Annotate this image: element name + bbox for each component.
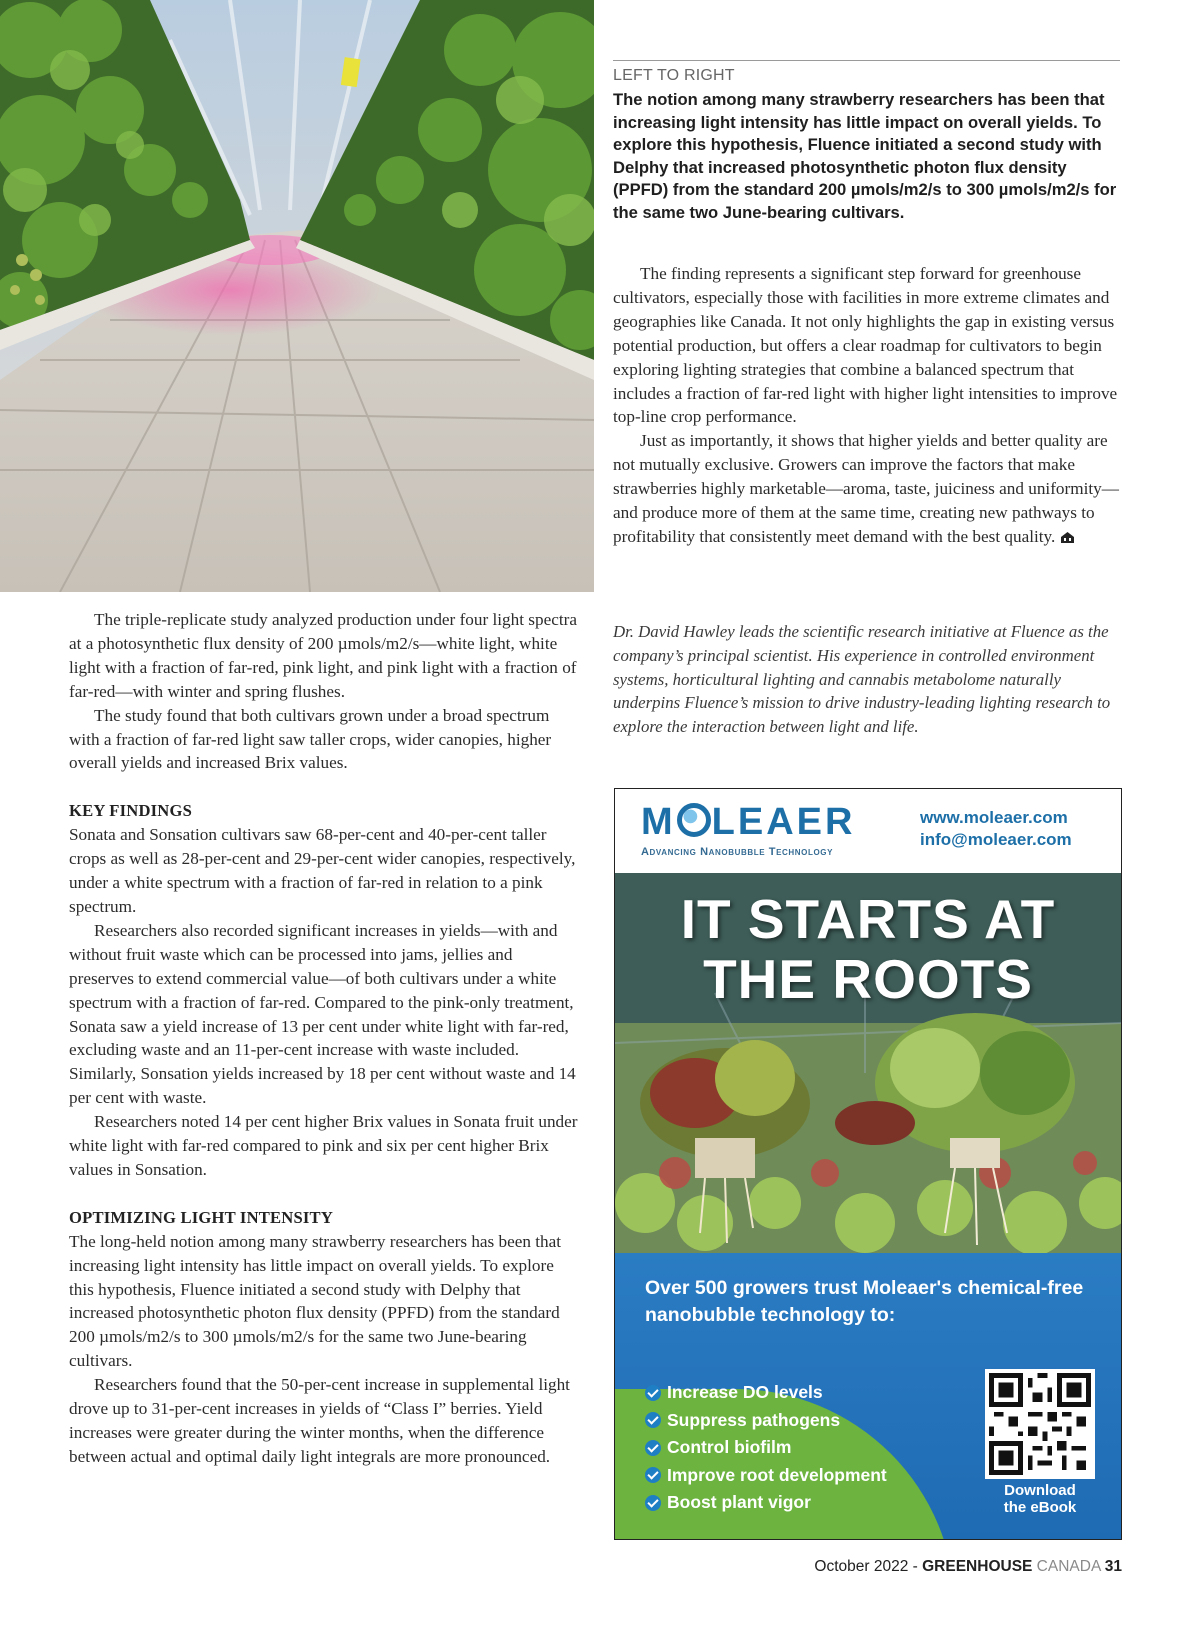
body-paragraph: Researchers also recorded significant increases in yields—with and without fruit waste which can be processed into jams, jellies and preserves to extend commercial value—of both cultivars under a white spectrum with a fraction of far-red. Compared to the pink-only treatment, Sonata saw a yield increase of 13 per cent under white light with far-red, excluding waste and an 11-per-cent increase with waste included. Similarly, Sonsation yields increased by 18 per cent without waste and 14 per cent with waste. <box>69 920 576 1108</box>
moleaer-logo: M LEAER <box>641 801 856 843</box>
body-paragraph: The finding represents a significant step forward for greenhouse cultivators, especially those with facilities in more extreme climates and geographies like Canada. It not only highlights the gap in existing versus potential production, but offers a clear roadmap for cultivators to begin exploring lighting strategies that combine a balanced spectrum that includes a fraction of far-red light with higher light intensities to improve top-line crop performance. <box>613 264 1118 427</box>
list-item: Boost plant vigor <box>645 1489 887 1517</box>
footer-magazine-light: CANADA <box>1032 1558 1101 1575</box>
body-paragraph-text: Just as importantly, it shows that higher yields and better quality are not mutually exclusive. Growers can improve the factors that make strawberries highly marketable—aroma, taste, juiciness and uniformity—and produce more of them at the same time, creating new pathways to profitability that consistently meet demand with the best quality. <box>613 431 1119 546</box>
ad-headline: IT STARTS AT THE ROOTS <box>680 888 1056 1010</box>
list-item: Increase DO levels <box>645 1379 887 1407</box>
body-paragraph: The study found that both cultivars grown under a broad spectrum with a fraction of far-red light saw taller crops, wider canopies, higher overall yields and increased Brix values. <box>69 705 552 773</box>
body-paragraph: The long-held notion among many strawberry researchers has been that increasing light intensity has little impact on overall yields. To explore this hypothesis, Fluence initiated a second study with Delphy that increased photosynthetic photon flux density (PPFD) from the standard 200 µmols/m2/s to 300 µmols/m2/s for the same two June-bearing cultivars. <box>69 1231 562 1371</box>
page-footer <box>814 1558 1122 1576</box>
ad-contact <box>920 807 1072 851</box>
author-bio: Dr. David Hawley leads the scientific research initiative at Fluence as the company’s principal scientist. His experience in controlled environment systems, horticultural lighting and cannabis metabolome naturally underpins Fluence’s mission to drive industry-leading lighting research to explore the interaction between light and life. <box>613 622 1111 737</box>
check-icon <box>645 1440 661 1456</box>
body-paragraph <box>613 429 1123 549</box>
greenhouse-end-icon <box>1061 532 1074 543</box>
check-icon <box>645 1412 661 1428</box>
page-number: 31 <box>1104 1558 1122 1575</box>
footer-magazine-bold: GREENHOUSE <box>922 1558 1033 1575</box>
list-item: Suppress pathogens <box>645 1407 887 1435</box>
left-column-body <box>69 608 579 1469</box>
check-icon <box>645 1385 661 1401</box>
caption-rule <box>613 60 1120 61</box>
check-icon <box>645 1495 661 1511</box>
qr-code-icon[interactable] <box>985 1369 1095 1479</box>
body-paragraph: The triple-replicate study analyzed production under four light spectra at a photosynthetic flux density of 200 µmols/m2/s—white light, white light with a fraction of far-red, pink light, and pink light with a fraction of far-red—with winter and spring flushes. <box>69 610 577 701</box>
right-column-body <box>613 262 1123 549</box>
caption-body: The notion among many strawberry researchers has been that increasing light intensity has little impact on overall yields. To explore this hypothesis, Fluence initiated a second study with Delphy that increased photosynthetic photon flux density (PPFD) from the standard 200 µmols/m2/s to 300 µmols/m2/s for the same two June-bearing cultivars. <box>613 90 1117 222</box>
greenhouse-strawberry-photo <box>0 0 594 592</box>
list-item: Improve root development <box>645 1462 887 1490</box>
body-paragraph: Sonata and Sonsation cultivars saw 68-per-cent and 40-per-cent taller crops as well as 28-per-cent and 29-per-cent wider canopies, respectively, under a white spectrum with a fraction of far-red in relation to a pink spectrum. <box>69 825 576 916</box>
caption-label: LEFT TO RIGHT <box>613 67 735 84</box>
moleaer-advertisement[interactable] <box>614 788 1122 1540</box>
ad-benefit-list <box>645 1379 887 1517</box>
ad-email-link[interactable]: info@moleaer.com <box>920 830 1072 849</box>
section-heading-key-findings: KEY FINDINGS <box>69 801 193 821</box>
ad-website-link[interactable]: www.moleaer.com <box>920 808 1068 827</box>
body-paragraph: Researchers found that the 50-per-cent increase in supplemental light drove up to 31-per-cent increases in yields of “Class I” berries. Yield increases were greater during the winter months, when the difference between actual and optimal daily light integrals are more pronounced. <box>69 1375 570 1466</box>
download-ebook-cta[interactable]: Download the eBook <box>1003 1482 1077 1516</box>
list-item: Control biofilm <box>645 1434 887 1462</box>
bubble-o-icon <box>677 803 711 837</box>
footer-issue: October 2022 - <box>814 1558 923 1575</box>
check-icon <box>645 1467 661 1483</box>
section-heading-light-intensity: OPTIMIZING LIGHT INTENSITY <box>69 1207 334 1227</box>
body-paragraph: Researchers noted 14 per cent higher Brix values in Sonata fruit under white light with far-red compared to pink and six per cent higher Brix values in Sonsation. <box>69 1112 578 1179</box>
ad-tagline: Advancing Nanobubble Technology <box>641 846 834 858</box>
ad-header <box>615 789 1121 873</box>
ad-subheadline: Over 500 growers trust Moleaer's chemical-free nanobubble technology to: <box>645 1277 1084 1326</box>
